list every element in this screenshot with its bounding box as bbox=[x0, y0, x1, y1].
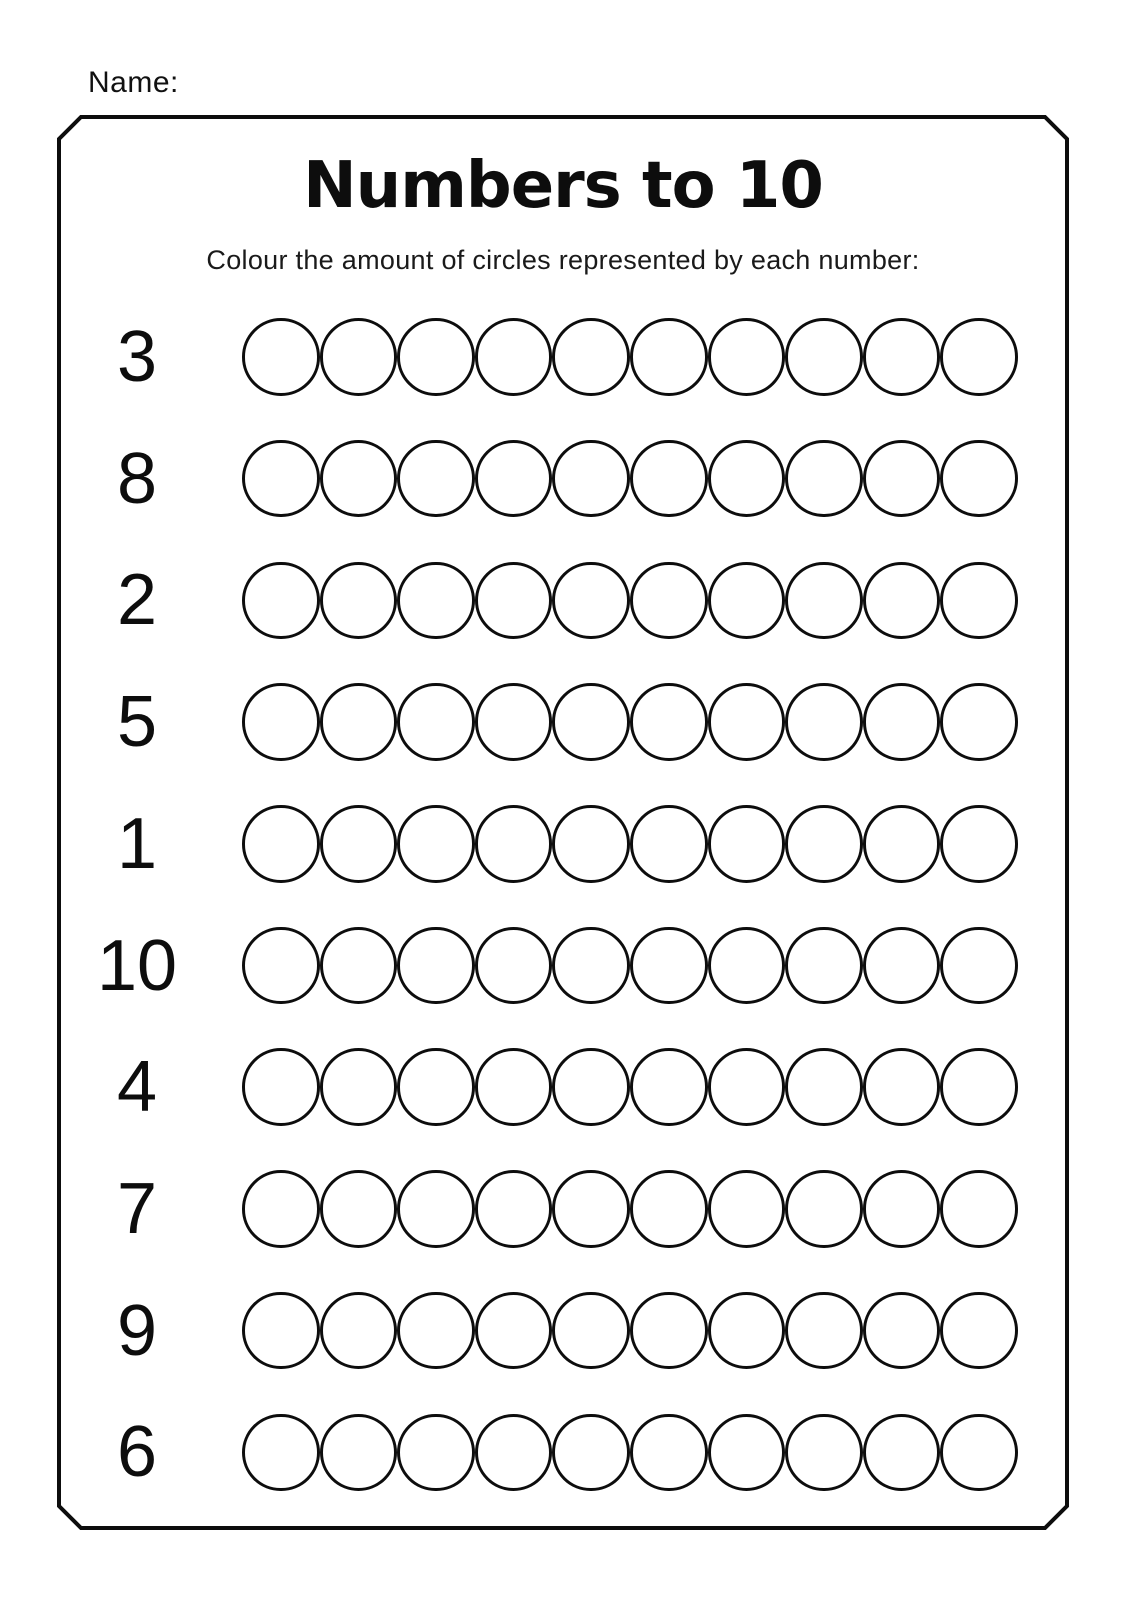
colouring-circle[interactable] bbox=[940, 440, 1018, 518]
number-row bbox=[57, 1412, 1069, 1492]
colouring-circle[interactable] bbox=[785, 683, 863, 761]
colouring-circle[interactable] bbox=[552, 805, 630, 883]
colouring-circle[interactable] bbox=[940, 683, 1018, 761]
colouring-circle[interactable] bbox=[242, 805, 320, 883]
colouring-circle[interactable] bbox=[630, 318, 708, 396]
colouring-circle[interactable] bbox=[242, 1048, 320, 1126]
colouring-circle[interactable] bbox=[630, 562, 708, 640]
colouring-circle[interactable] bbox=[320, 1170, 398, 1248]
colouring-circle[interactable] bbox=[785, 562, 863, 640]
number-row bbox=[57, 804, 1069, 884]
colouring-circle[interactable] bbox=[630, 1170, 708, 1248]
colouring-circle[interactable] bbox=[785, 440, 863, 518]
colouring-circle[interactable] bbox=[397, 562, 475, 640]
colouring-circle[interactable] bbox=[708, 927, 786, 1005]
row-number-label: 10 bbox=[96, 925, 178, 1006]
colouring-circle[interactable] bbox=[630, 683, 708, 761]
colouring-circle[interactable] bbox=[475, 683, 553, 761]
colouring-circle[interactable] bbox=[785, 805, 863, 883]
colouring-circle[interactable] bbox=[863, 318, 941, 396]
colouring-circle[interactable] bbox=[475, 805, 553, 883]
colouring-circle[interactable] bbox=[320, 440, 398, 518]
colouring-circle[interactable] bbox=[552, 562, 630, 640]
colouring-circle[interactable] bbox=[630, 1048, 708, 1126]
number-row bbox=[57, 1169, 1069, 1249]
colouring-circle[interactable] bbox=[863, 1170, 941, 1248]
colouring-circle[interactable] bbox=[320, 1048, 398, 1126]
colouring-circle[interactable] bbox=[320, 1414, 398, 1492]
colouring-circle[interactable] bbox=[863, 1414, 941, 1492]
colouring-circle[interactable] bbox=[475, 1414, 553, 1492]
colouring-circle[interactable] bbox=[397, 1414, 475, 1492]
colouring-circle[interactable] bbox=[397, 1048, 475, 1126]
colouring-circle[interactable] bbox=[320, 562, 398, 640]
circle-row bbox=[242, 1414, 1018, 1492]
circle-row bbox=[242, 318, 1018, 396]
colouring-circle[interactable] bbox=[320, 683, 398, 761]
colouring-circle[interactable] bbox=[475, 1292, 553, 1370]
colouring-circle[interactable] bbox=[940, 805, 1018, 883]
colouring-circle[interactable] bbox=[397, 927, 475, 1005]
number-rows bbox=[57, 115, 1069, 1530]
colouring-circle[interactable] bbox=[475, 440, 553, 518]
colouring-circle[interactable] bbox=[863, 440, 941, 518]
circle-row bbox=[242, 1170, 1018, 1248]
colouring-circle[interactable] bbox=[552, 1292, 630, 1370]
colouring-circle[interactable] bbox=[475, 562, 553, 640]
number-row bbox=[57, 682, 1069, 762]
colouring-circle[interactable] bbox=[863, 1292, 941, 1370]
colouring-circle[interactable] bbox=[242, 1414, 320, 1492]
colouring-circle[interactable] bbox=[397, 1292, 475, 1370]
colouring-circle[interactable] bbox=[785, 1170, 863, 1248]
row-number-label: 3 bbox=[116, 317, 158, 397]
colouring-circle[interactable] bbox=[708, 318, 786, 396]
colouring-circle[interactable] bbox=[708, 1414, 786, 1492]
worksheet-title: Numbers to 10 bbox=[303, 149, 823, 223]
colouring-circle[interactable] bbox=[708, 1292, 786, 1370]
colouring-circle[interactable] bbox=[785, 1292, 863, 1370]
colouring-circle[interactable] bbox=[785, 927, 863, 1005]
colouring-circle[interactable] bbox=[940, 1170, 1018, 1248]
colouring-circle[interactable] bbox=[242, 683, 320, 761]
worksheet-instructions: Colour the amount of circles represented by each number: bbox=[206, 245, 920, 275]
colouring-circle[interactable] bbox=[863, 562, 941, 640]
colouring-circle[interactable] bbox=[475, 1048, 553, 1126]
colouring-circle[interactable] bbox=[552, 927, 630, 1005]
colouring-circle[interactable] bbox=[552, 440, 630, 518]
colouring-circle[interactable] bbox=[397, 318, 475, 396]
row-number-label: 8 bbox=[116, 438, 158, 519]
colouring-circle[interactable] bbox=[630, 1414, 708, 1492]
colouring-circle[interactable] bbox=[940, 562, 1018, 640]
colouring-circle[interactable] bbox=[785, 318, 863, 396]
circle-row bbox=[242, 927, 1018, 1005]
colouring-circle[interactable] bbox=[940, 318, 1018, 396]
colouring-circle[interactable] bbox=[863, 927, 941, 1005]
name-label: Name: bbox=[88, 66, 179, 99]
colouring-circle[interactable] bbox=[940, 1414, 1018, 1492]
colouring-circle[interactable] bbox=[785, 1048, 863, 1126]
circle-row bbox=[242, 1292, 1018, 1370]
colouring-circle[interactable] bbox=[708, 1170, 786, 1248]
colouring-circle[interactable] bbox=[242, 440, 320, 518]
colouring-circle[interactable] bbox=[397, 440, 475, 518]
colouring-circle[interactable] bbox=[940, 1048, 1018, 1126]
circle-row bbox=[242, 683, 1018, 761]
colouring-circle[interactable] bbox=[320, 1292, 398, 1370]
colouring-circle[interactable] bbox=[397, 683, 475, 761]
colouring-circle[interactable] bbox=[552, 1414, 630, 1492]
colouring-circle[interactable] bbox=[320, 927, 398, 1005]
colouring-circle[interactable] bbox=[785, 1414, 863, 1492]
colouring-circle[interactable] bbox=[552, 1170, 630, 1248]
colouring-circle[interactable] bbox=[320, 318, 398, 396]
row-number-label: 2 bbox=[116, 560, 158, 641]
number-row bbox=[57, 1047, 1069, 1127]
circle-row bbox=[242, 562, 1018, 640]
row-number-label: 9 bbox=[116, 1290, 158, 1371]
colouring-circle[interactable] bbox=[475, 927, 553, 1005]
number-row bbox=[57, 1291, 1069, 1371]
colouring-circle[interactable] bbox=[630, 440, 708, 518]
number-row bbox=[57, 317, 1069, 397]
colouring-circle[interactable] bbox=[863, 1048, 941, 1126]
colouring-circle[interactable] bbox=[552, 683, 630, 761]
colouring-circle[interactable] bbox=[708, 1048, 786, 1126]
number-row bbox=[57, 560, 1069, 640]
colouring-circle[interactable] bbox=[708, 440, 786, 518]
colouring-circle[interactable] bbox=[475, 1170, 553, 1248]
row-number-label: 6 bbox=[116, 1412, 158, 1493]
colouring-circle[interactable] bbox=[940, 927, 1018, 1005]
colouring-circle[interactable] bbox=[940, 1292, 1018, 1370]
circle-row bbox=[242, 1048, 1018, 1126]
row-number-label: 1 bbox=[116, 803, 158, 884]
colouring-circle[interactable] bbox=[708, 805, 786, 883]
colouring-circle[interactable] bbox=[708, 683, 786, 761]
colouring-circle[interactable] bbox=[475, 318, 553, 396]
colouring-circle[interactable] bbox=[242, 1170, 320, 1248]
number-row bbox=[57, 926, 1069, 1006]
colouring-circle[interactable] bbox=[552, 318, 630, 396]
colouring-circle[interactable] bbox=[552, 1048, 630, 1126]
row-number-label: 5 bbox=[116, 682, 158, 763]
colouring-circle[interactable] bbox=[242, 1292, 320, 1370]
colouring-circle[interactable] bbox=[242, 927, 320, 1005]
colouring-circle[interactable] bbox=[242, 318, 320, 396]
row-number-label: 7 bbox=[116, 1168, 158, 1249]
colouring-circle[interactable] bbox=[397, 805, 475, 883]
circle-row bbox=[242, 440, 1018, 518]
colouring-circle[interactable] bbox=[630, 805, 708, 883]
colouring-circle[interactable] bbox=[397, 1170, 475, 1248]
colouring-circle[interactable] bbox=[630, 1292, 708, 1370]
colouring-circle[interactable] bbox=[630, 927, 708, 1005]
colouring-circle[interactable] bbox=[320, 805, 398, 883]
number-row bbox=[57, 439, 1069, 519]
row-number-label: 4 bbox=[116, 1047, 158, 1128]
colouring-circle[interactable] bbox=[863, 683, 941, 761]
circle-row bbox=[242, 805, 1018, 883]
colouring-circle[interactable] bbox=[708, 562, 786, 640]
colouring-circle[interactable] bbox=[242, 562, 320, 640]
colouring-circle[interactable] bbox=[863, 805, 941, 883]
worksheet-frame bbox=[57, 115, 1069, 1530]
